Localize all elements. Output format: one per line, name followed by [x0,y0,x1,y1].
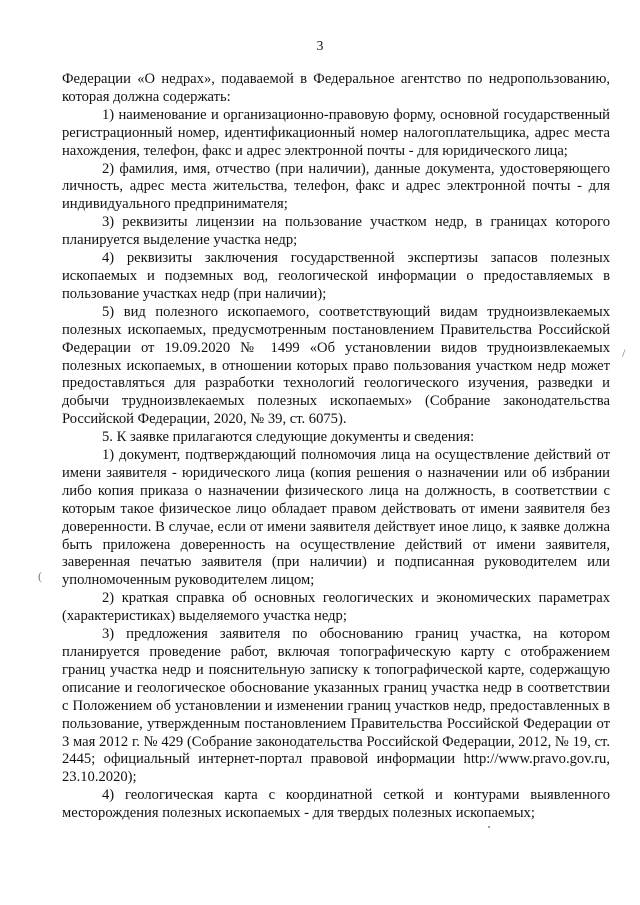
paragraph-doc-4-geological-map: 4) геологическая карта с координатной сеткой и контурами выявленного месторождения полезных ископаемых - для твердых полезных ископаемых; [62,787,610,822]
paragraph-doc-1-authority: 1) документ, подтверждающий полномочия лица на осуществление действий от имени заявителя - юридического лица (копия решения о назначении или об избрании либо копия приказа о назначении физического лица на должность, в соответствии с которым такое физическое лицо обладает правом действовать от имени заявителя без доверенности. В случае, если от имени заявителя действует иное лицо, к заявке должна быть приложена доверенность на осуществление действий от имени заявителя, заверенная печатью заявителя (при наличии) и подписанная руководителем или уполномоченным руководителем лицом; [62,447,610,589]
paragraph-item-5-mineral-type: 5) вид полезного ископаемого, соответствующий видам трудноизвлекаемых полезных ископаемых, предусмотренным постановлением Правительства Российской Федерации от 19.09.2020 № 1499 «Об установлении видов трудноизвлекаемых полезных ископаемых, в отношении которых право пользования участком недр может предоставляться для разработки технологий геологического изучения, разведки и добычи трудноизвлекаемых полезных ископаемых» (Собрание законодательства Российской Федерации, 2020, № 39, ст. 6075). [62,303,610,428]
paragraph-doc-3-boundaries: 3) предложения заявителя по обоснованию границ участка, на котором планируется проведение работ, включая топографическую карту с отображением границ участка недр и пояснительную записку к топографической карте, содержащую описание и геологическое обоснование указанных границ участка недр в соответствии с Положением об установлении и изменении границ участков недр, предоставленных в пользование, утвержденным постановлением Правительства Российской Федерации от 3 мая 2012 г. № 429 (Собрание законодательства Российской Федерации, 2012, № 19, ст. 2445; официальный интернет-портал правовой информации http://www.pravo.gov.ru, 23.10.2020); [62,626,610,786]
paragraph-item-4-expertise: 4) реквизиты заключения государственной экспертизы запасов полезных ископаемых и подземных вод, геологической информации о предоставляемых в пользование участках недр (при наличии); [62,250,610,302]
paragraph-item-3-license: 3) реквизиты лицензии на пользование участком недр, в границах которого планируется выделение участка недр; [62,214,610,249]
paragraph-item-1-org-name: 1) наименование и организационно-правовую форму, основной государственный регистрационный номер, идентификационный номер налогоплательщика, адрес места нахождения, телефон, факс и адрес электронной почты - для юридического лица; [62,106,610,159]
paragraph-intro: Федерации «О недрах», подаваемой в Федеральное агентство по недропользованию, которая должна содержать: [62,71,610,105]
document-body [62,71,610,823]
paragraph-section-5-heading: 5. К заявке прилагаются следующие документы и сведения: [102,429,475,446]
scan-speck [488,826,490,828]
paragraph-item-2-personal-data: 2) фамилия, имя, отчество (при наличии), данные документа, удостоверяющего личность, адрес места жительства, телефон, факс и адрес электронной почты - для индивидуального предпринимателя; [62,160,610,213]
paragraph-doc-2-summary: 2) краткая справка об основных геологических и экономических параметрах (характеристиках) выделяемого участка недр; [62,590,610,625]
margin-mark-right: / [622,346,626,360]
margin-mark-left: ( [38,569,42,583]
page-number: 3 [316,38,324,53]
